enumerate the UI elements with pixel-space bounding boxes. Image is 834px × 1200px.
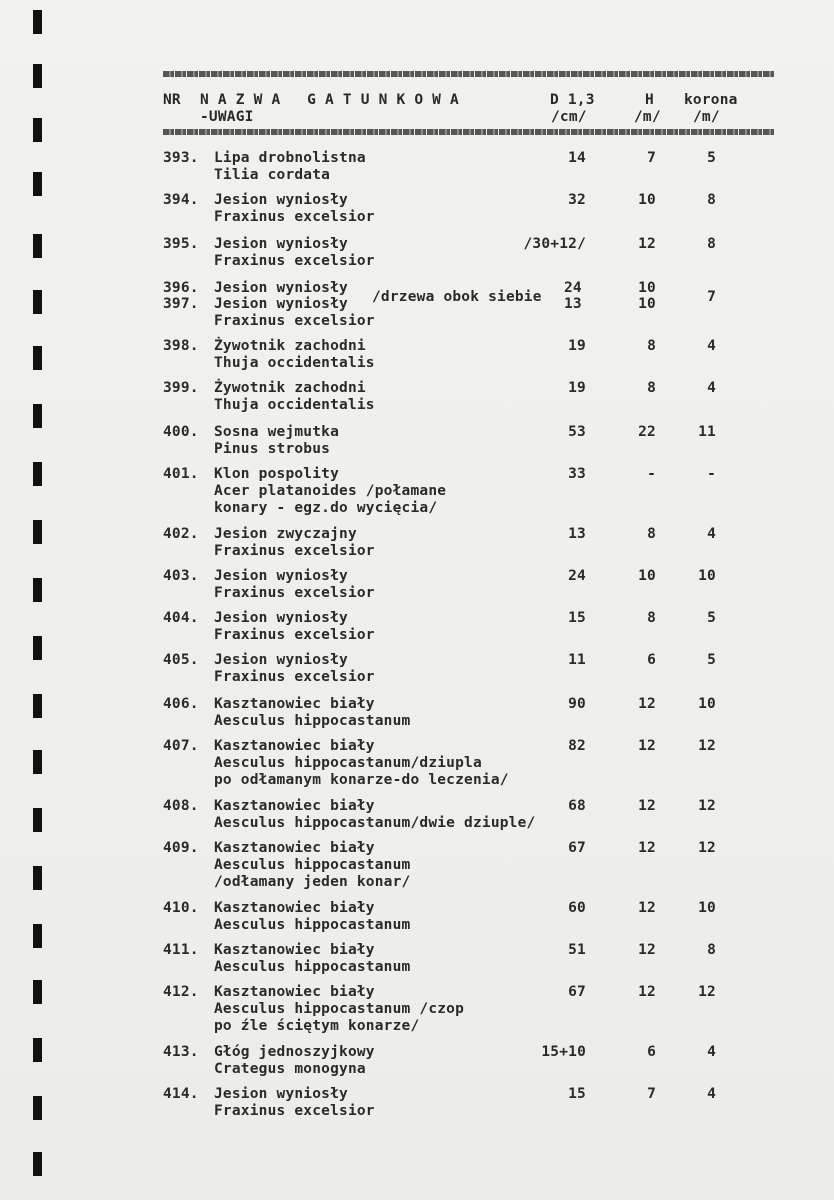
species-latin: Fraxinus excelsior bbox=[214, 669, 375, 685]
height-value: 10 bbox=[638, 192, 656, 208]
height-value: 12 bbox=[638, 798, 656, 814]
row-number: 400. bbox=[163, 424, 199, 440]
crown-value: 4 bbox=[707, 526, 716, 542]
species-latin: Thuja occidentalis bbox=[214, 397, 375, 413]
header-k: korona bbox=[684, 92, 738, 108]
height-value: 6 bbox=[647, 1044, 656, 1060]
binding-mark bbox=[33, 636, 42, 660]
diameter-value: 68 bbox=[568, 798, 586, 814]
crown-value: 12 bbox=[698, 738, 716, 754]
header-nr: NR bbox=[163, 92, 181, 108]
crown-value: 4 bbox=[707, 380, 716, 396]
height-value: 8 bbox=[647, 610, 656, 626]
height-value: 12 bbox=[638, 984, 656, 1000]
height-value: 12 bbox=[638, 738, 656, 754]
binding-mark bbox=[33, 290, 42, 314]
header-h: H bbox=[645, 92, 654, 108]
binding-mark bbox=[33, 750, 42, 774]
species-latin: Fraxinus excelsior bbox=[214, 313, 375, 329]
binding-mark bbox=[33, 1096, 42, 1120]
crown-value: 8 bbox=[707, 942, 716, 958]
species-name: Kasztanowiec biały bbox=[214, 798, 375, 814]
diameter-value: 19 bbox=[568, 380, 586, 396]
height-value: 6 bbox=[647, 652, 656, 668]
species-name: Jesion wyniosły bbox=[214, 280, 348, 296]
species-latin: Tilia cordata bbox=[214, 167, 331, 183]
height-value: 12 bbox=[638, 236, 656, 252]
height-value: 7 bbox=[647, 1086, 656, 1102]
height-value: 10 bbox=[638, 296, 656, 312]
row-number: 397. bbox=[163, 296, 199, 312]
row-number: 409. bbox=[163, 840, 199, 856]
diameter-value: 13 bbox=[568, 526, 586, 542]
row-number: 410. bbox=[163, 900, 199, 916]
header-name: N A Z W A G A T U N K O W A bbox=[200, 92, 459, 108]
crown-value: 5 bbox=[707, 150, 716, 166]
crown-value: 5 bbox=[707, 610, 716, 626]
species-latin: Thuja occidentalis bbox=[214, 355, 375, 371]
row-remark: po źle ściętym konarze/ bbox=[214, 1018, 420, 1034]
binding-mark bbox=[33, 462, 42, 486]
height-value: 8 bbox=[647, 380, 656, 396]
row-remark: konary - egz.do wycięcia/ bbox=[214, 500, 438, 516]
row-number: 403. bbox=[163, 568, 199, 584]
species-latin: Aesculus hippocastanum bbox=[214, 917, 411, 933]
height-value: 8 bbox=[647, 526, 656, 542]
crown-value: 8 bbox=[707, 192, 716, 208]
species-latin: Fraxinus excelsior bbox=[214, 1103, 375, 1119]
binding-mark bbox=[33, 578, 42, 602]
crown-value: 5 bbox=[707, 652, 716, 668]
species-name: Sosna wejmutka bbox=[214, 424, 340, 440]
binding-mark bbox=[33, 808, 42, 832]
height-value: 10 bbox=[638, 280, 656, 296]
species-name: Kasztanowiec biały bbox=[214, 942, 375, 958]
binding-mark bbox=[33, 346, 42, 370]
species-name: Żywotnik zachodni bbox=[214, 380, 366, 396]
height-value: - bbox=[647, 466, 656, 482]
crown-value: 12 bbox=[698, 840, 716, 856]
height-value: 7 bbox=[647, 150, 656, 166]
species-name: Jesion wyniosły bbox=[214, 568, 348, 584]
header-remarks: -UWAGI bbox=[200, 109, 254, 125]
diameter-value: 24 bbox=[564, 280, 582, 296]
species-latin: Aesculus hippocastanum/dziupla bbox=[214, 755, 482, 771]
species-latin: Aesculus hippocastanum bbox=[214, 959, 411, 975]
binding-mark bbox=[33, 64, 42, 88]
species-name: Lipa drobnolistna bbox=[214, 150, 366, 166]
height-value: 12 bbox=[638, 900, 656, 916]
diameter-value: 19 bbox=[568, 338, 586, 354]
diameter-value: 90 bbox=[568, 696, 586, 712]
binding-mark bbox=[33, 1038, 42, 1062]
binding-mark bbox=[33, 924, 42, 948]
binding-mark bbox=[33, 980, 42, 1004]
species-latin: Aesculus hippocastanum bbox=[214, 713, 411, 729]
top-rule bbox=[163, 71, 775, 77]
header-rule bbox=[163, 129, 775, 135]
species-latin: Fraxinus excelsior bbox=[214, 585, 375, 601]
species-latin: Fraxinus excelsior bbox=[214, 253, 375, 269]
row-number: 393. bbox=[163, 150, 199, 166]
row-number: 395. bbox=[163, 236, 199, 252]
binding-mark bbox=[33, 118, 42, 142]
species-name: Kasztanowiec biały bbox=[214, 900, 375, 916]
species-name: Kasztanowiec biały bbox=[214, 984, 375, 1000]
species-name: Jesion wyniosły bbox=[214, 236, 348, 252]
species-name: Żywotnik zachodni bbox=[214, 338, 366, 354]
species-latin: Fraxinus excelsior bbox=[214, 627, 375, 643]
crown-value: 11 bbox=[698, 424, 716, 440]
binding-marks bbox=[26, 0, 42, 1200]
diameter-value: 11 bbox=[568, 652, 586, 668]
species-latin: Acer platanoides /połamane bbox=[214, 483, 447, 499]
row-number: 404. bbox=[163, 610, 199, 626]
diameter-value: 13 bbox=[564, 296, 582, 312]
crown-value: 4 bbox=[707, 1044, 716, 1060]
row-number: 413. bbox=[163, 1044, 199, 1060]
row-number: 406. bbox=[163, 696, 199, 712]
row-remark: /drzewa obok siebie bbox=[372, 289, 542, 305]
diameter-value: 24 bbox=[568, 568, 586, 584]
header-k-unit: /m/ bbox=[693, 109, 720, 125]
diameter-value: 82 bbox=[568, 738, 586, 754]
species-name: Kasztanowiec biały bbox=[214, 738, 375, 754]
crown-value: 4 bbox=[707, 338, 716, 354]
diameter-value: 67 bbox=[568, 984, 586, 1000]
species-latin: Crategus monogyna bbox=[214, 1061, 366, 1077]
height-value: 22 bbox=[638, 424, 656, 440]
species-name: Głóg jednoszyjkowy bbox=[214, 1044, 375, 1060]
binding-mark bbox=[33, 1152, 42, 1176]
crown-value: 10 bbox=[698, 696, 716, 712]
species-latin: Aesculus hippocastanum /czop bbox=[214, 1001, 465, 1017]
species-latin: Fraxinus excelsior bbox=[214, 209, 375, 225]
row-number: 401. bbox=[163, 466, 199, 482]
species-name: Jesion wyniosły bbox=[214, 192, 348, 208]
height-value: 10 bbox=[638, 568, 656, 584]
diameter-value: 15+10 bbox=[541, 1044, 586, 1060]
crown-value: 10 bbox=[698, 900, 716, 916]
height-value: 12 bbox=[638, 696, 656, 712]
crown-value: 4 bbox=[707, 1086, 716, 1102]
row-number: 399. bbox=[163, 380, 199, 396]
diameter-value: 51 bbox=[568, 942, 586, 958]
diameter-value: 15 bbox=[568, 1086, 586, 1102]
diameter-value: 33 bbox=[568, 466, 586, 482]
row-number: 412. bbox=[163, 984, 199, 1000]
diameter-value: /30+12/ bbox=[523, 236, 586, 252]
diameter-value: 67 bbox=[568, 840, 586, 856]
binding-mark bbox=[33, 172, 42, 196]
row-remark: po odłamanym konarze-do leczenia/ bbox=[214, 772, 509, 788]
binding-mark bbox=[33, 520, 42, 544]
height-value: 12 bbox=[638, 840, 656, 856]
crown-value: 10 bbox=[698, 568, 716, 584]
species-name: Jesion wyniosły bbox=[214, 296, 348, 312]
species-name: Jesion wyniosły bbox=[214, 652, 348, 668]
crown-value: - bbox=[707, 466, 716, 482]
diameter-value: 14 bbox=[568, 150, 586, 166]
row-number: 408. bbox=[163, 798, 199, 814]
binding-mark bbox=[33, 404, 42, 428]
species-name: Klon pospolity bbox=[214, 466, 340, 482]
species-latin: Aesculus hippocastanum bbox=[214, 857, 411, 873]
row-number: 402. bbox=[163, 526, 199, 542]
crown-value: 12 bbox=[698, 984, 716, 1000]
species-name: Kasztanowiec biały bbox=[214, 696, 375, 712]
diameter-value: 32 bbox=[568, 192, 586, 208]
height-value: 8 bbox=[647, 338, 656, 354]
binding-mark bbox=[33, 866, 42, 890]
binding-mark bbox=[33, 694, 42, 718]
species-name: Kasztanowiec biały bbox=[214, 840, 375, 856]
species-name: Jesion wyniosły bbox=[214, 1086, 348, 1102]
crown-value: 8 bbox=[707, 236, 716, 252]
species-latin: Pinus strobus bbox=[214, 441, 331, 457]
header-d-unit: /cm/ bbox=[551, 109, 587, 125]
species-name: Jesion wyniosły bbox=[214, 610, 348, 626]
row-number: 405. bbox=[163, 652, 199, 668]
crown-value: 7 bbox=[707, 289, 716, 305]
row-number: 398. bbox=[163, 338, 199, 354]
diameter-value: 60 bbox=[568, 900, 586, 916]
species-latin: Fraxinus excelsior bbox=[214, 543, 375, 559]
row-remark: /odłamany jeden konar/ bbox=[214, 874, 411, 890]
species-name: Jesion zwyczajny bbox=[214, 526, 357, 542]
height-value: 12 bbox=[638, 942, 656, 958]
header-h-unit: /m/ bbox=[634, 109, 661, 125]
header-d: D 1,3 bbox=[550, 92, 595, 108]
row-number: 414. bbox=[163, 1086, 199, 1102]
crown-value: 12 bbox=[698, 798, 716, 814]
diameter-value: 15 bbox=[568, 610, 586, 626]
row-number: 394. bbox=[163, 192, 199, 208]
binding-mark bbox=[33, 10, 42, 34]
row-number: 411. bbox=[163, 942, 199, 958]
binding-mark bbox=[33, 234, 42, 258]
diameter-value: 53 bbox=[568, 424, 586, 440]
species-latin: Aesculus hippocastanum/dwie dziuple/ bbox=[214, 815, 536, 831]
row-number: 396. bbox=[163, 280, 199, 296]
row-number: 407. bbox=[163, 738, 199, 754]
